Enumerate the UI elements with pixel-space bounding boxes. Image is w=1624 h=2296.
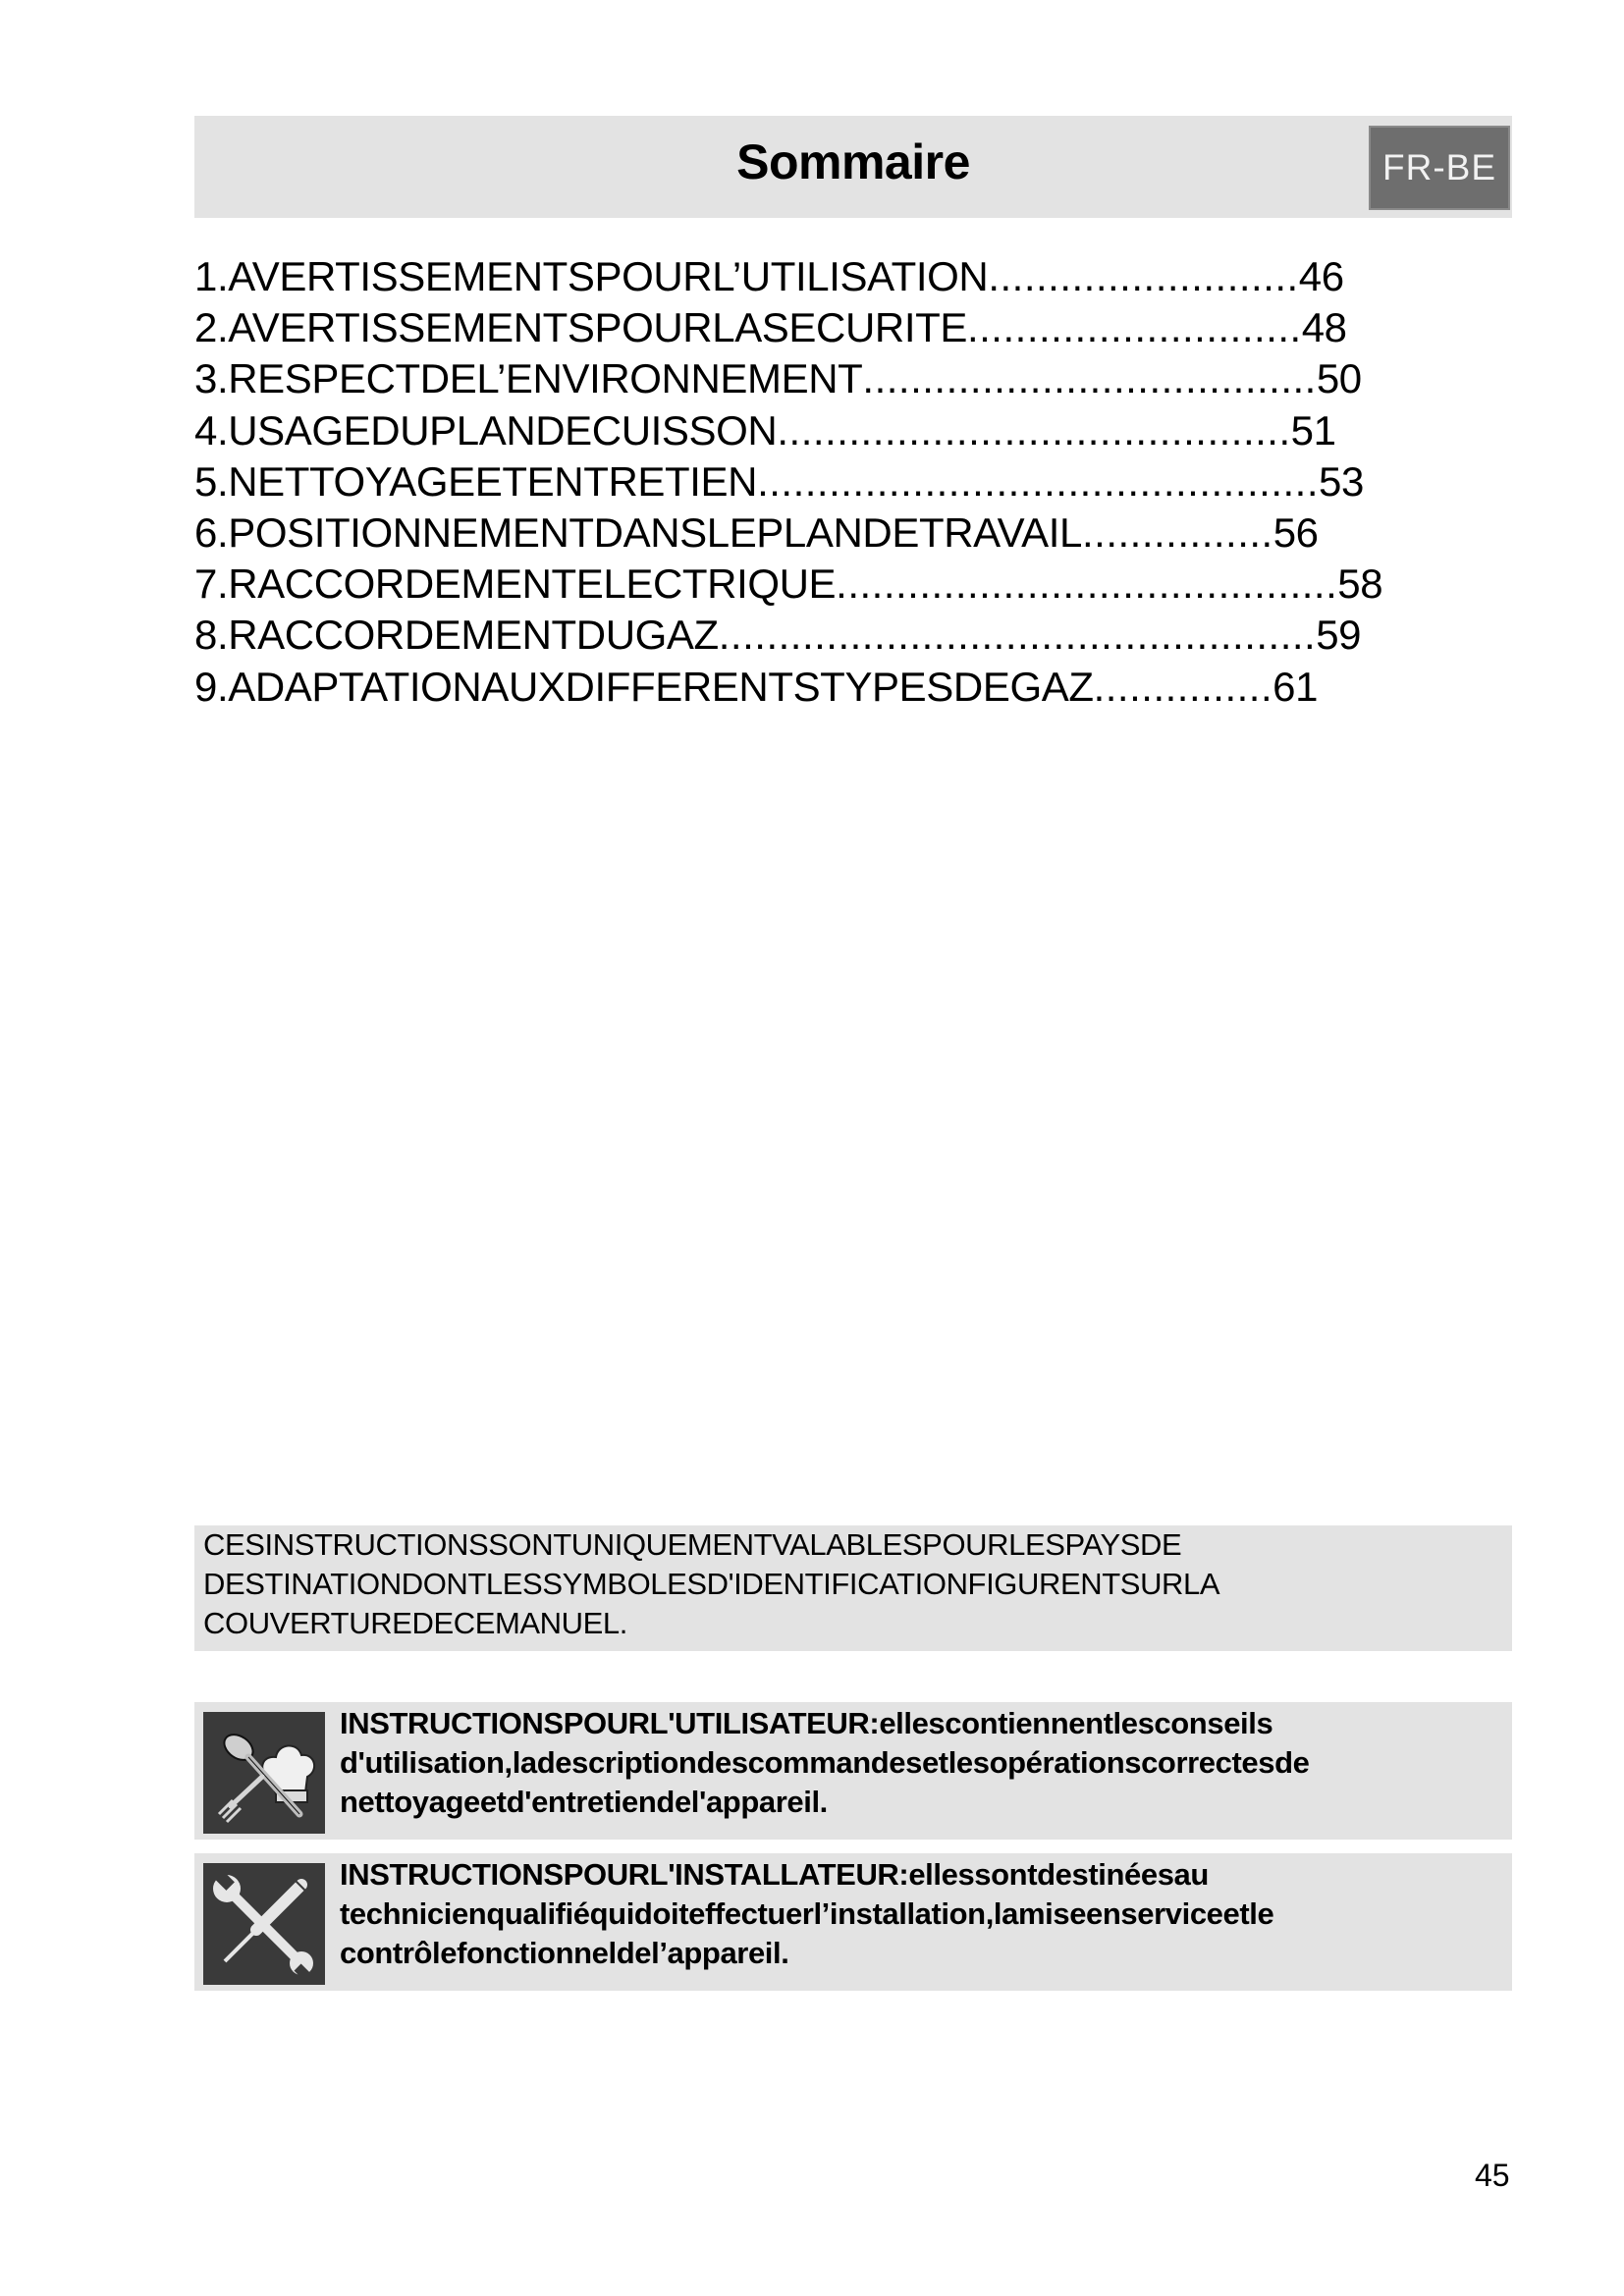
toc-entry-dots: ................	[1082, 508, 1273, 556]
tools-icon	[203, 1863, 325, 1985]
toc-entry-dots: ...............................................	[757, 457, 1320, 505]
toc-entry[interactable]	[194, 405, 1490, 456]
instruction-line: d'utilisation,ladescriptiondescommandesetlesopérationscorrectesde	[340, 1745, 1310, 1780]
toc-entry-dots: ..........................................	[836, 561, 1338, 608]
toc-entry[interactable]	[194, 353, 1490, 404]
toc-entry-dots: ..........................	[988, 253, 1299, 299]
user-instructions-box	[194, 1702, 1512, 1840]
toc-entry-dots: ......................................	[862, 355, 1317, 402]
instruction-line: contrôlefonctionneldel’appareil.	[340, 1936, 789, 1970]
toc-entry-page: 48	[1301, 304, 1347, 351]
toc-entry[interactable]	[194, 507, 1490, 559]
toc-entry-label: 4.USAGEDUPLANDECUISSON	[194, 406, 778, 454]
notice-line: COUVERTUREDECEMANUEL.	[203, 1606, 627, 1640]
toc-entry[interactable]	[194, 559, 1490, 610]
toc-entry-page: 51	[1290, 406, 1336, 454]
page-number: 45	[1475, 2158, 1510, 2193]
installer-instructions-text	[340, 1855, 1502, 1973]
toc-entry-page: 50	[1316, 355, 1362, 402]
toc-entry[interactable]	[194, 251, 1490, 302]
header-bar	[194, 116, 1512, 218]
toc-entry-label: 3.RESPECTDEL’ENVIRONNEMENT	[194, 355, 863, 402]
toc-entry-dots: ...........................................	[777, 406, 1291, 454]
toc-entry[interactable]	[194, 456, 1490, 507]
toc-entry-dots: ..................................................	[718, 612, 1317, 659]
instruction-line: technicienqualifiéquidoiteffectuerl’installation,lamiseenserviceetle	[340, 1896, 1274, 1931]
page-title: Sommaire	[736, 134, 970, 189]
toc-entry-label: 7.RACCORDEMENTELECTRIQUE	[194, 561, 837, 608]
instruction-line: nettoyageetd'entretiendel'appareil.	[340, 1785, 828, 1819]
toc-entry-dots: ............................	[966, 304, 1302, 351]
notice-line: CESINSTRUCTIONSSONTUNIQUEMENTVALABLESPOURLESPAYSDE	[203, 1527, 1182, 1562]
user-instructions-text	[340, 1704, 1502, 1822]
toc-entry-label: 5.NETTOYAGEETENTRETIEN	[194, 457, 758, 505]
toc-entry-page: 46	[1298, 253, 1344, 299]
toc-entry-label: 9.ADAPTATIONAUXDIFFERENTSTYPESDEGAZ	[194, 663, 1094, 710]
language-badge: FR-BE	[1369, 126, 1510, 210]
toc-entry-label: 2.AVERTISSEMENTSPOURLASECURITE	[194, 304, 967, 351]
instruction-line: INSTRUCTIONSPOURL'UTILISATEUR:ellescontiennentlesconseils	[340, 1706, 1273, 1740]
toc-entry[interactable]	[194, 610, 1490, 661]
toc-entry-page: 59	[1316, 612, 1362, 659]
toc-entry-label: 1.AVERTISSEMENTSPOURL’UTILISATION	[194, 253, 989, 299]
installer-instructions-box	[194, 1853, 1512, 1991]
instruction-line: INSTRUCTIONSPOURL'INSTALLATEUR:ellessontdestinéesau	[340, 1857, 1209, 1892]
toc-entry-page: 53	[1319, 457, 1364, 505]
notice-line: DESTINATIONDONTLESSYMBOLESD'IDENTIFICATIONFIGURENTSURLA	[203, 1567, 1220, 1601]
toc-entry-label: 6.POSITIONNEMENTDANSLEPLANDETRAVAIL	[194, 508, 1082, 556]
toc-entry-page: 61	[1272, 663, 1319, 710]
toc-entry[interactable]	[194, 662, 1490, 713]
toc-entry-page: 58	[1337, 561, 1383, 608]
chef-utensils-icon	[203, 1712, 325, 1834]
validity-notice	[194, 1525, 1512, 1651]
toc-entry-label: 8.RACCORDEMENTDUGAZ	[194, 612, 719, 659]
table-of-contents	[194, 251, 1490, 713]
toc-entry-dots: ...............	[1093, 663, 1273, 710]
toc-entry[interactable]	[194, 302, 1490, 353]
toc-entry-page: 56	[1272, 508, 1319, 556]
